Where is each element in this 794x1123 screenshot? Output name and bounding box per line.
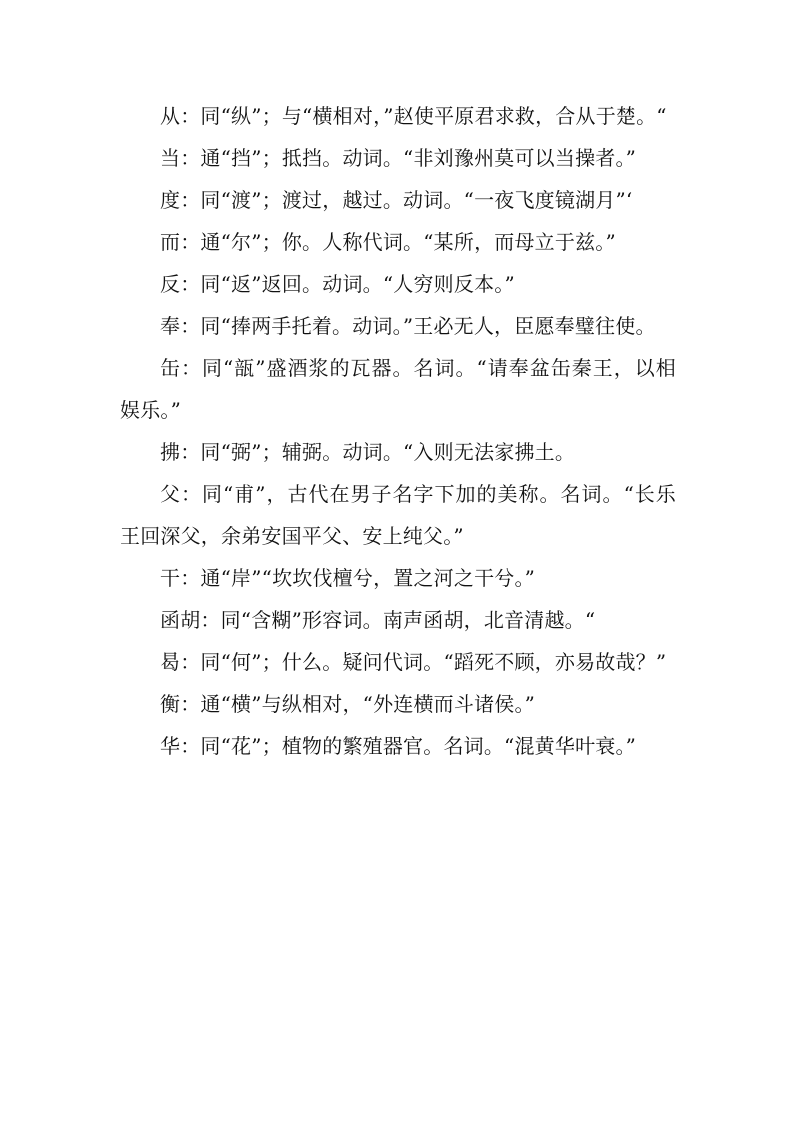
paragraph-dang: 当：通“挡”；抵挡。动词。“非刘豫州莫可以当操者。”	[160, 146, 637, 170]
paragraph-heng: 衡：通“横”与纵相对，“外连横而斗诸侯。”	[160, 692, 536, 716]
paragraph-fou: 缶：同“瓿”盛酒浆的瓦器。名词。“请奉盆缶秦王，以相娱乐。”	[120, 356, 676, 422]
paragraph-fan: 反：同“返”返回。动词。“人穷则反本。”	[160, 272, 515, 296]
paragraph-he: 曷：同“何”；什么。疑问代词。“蹈死不顾，亦易故哉？”	[160, 650, 667, 674]
paragraph-cong: 从：同“纵”；与“横相对，”赵使平原君求救，合从于楚。“	[160, 104, 667, 128]
paragraph-er: 而：通“尔”；你。人称代词。“某所，而母立于兹。”	[160, 230, 616, 254]
paragraph-gan: 干：通“岸”“坎坎伐檀兮，置之河之干兮。”	[160, 566, 536, 590]
paragraph-du: 度：同“渡”；渡过，越过。动词。“一夜飞度镜湖月”‘	[160, 188, 633, 212]
paragraph-hanhu: 函胡：同“含糊”形容词。南声函胡，北音清越。“	[160, 608, 596, 632]
paragraph-fu-fu: 父：同“甫”，古代在男子名字下加的美称。名词。“长乐王回深父，余弟安国平父、安上纯父。”	[120, 482, 676, 548]
paragraph-feng: 奉：同“捧两手托着。动词。”王必无人，臣愿奉璧往使。	[160, 314, 656, 338]
text-block	[120, 95, 676, 767]
paragraph-fu-bi: 拂：同“弼”；辅弼。动词。“入则无法家拂土。	[160, 440, 576, 464]
paragraph-hua: 华：同“花”；植物的繁殖器官。名词。“混黄华叶衰。”	[160, 734, 637, 758]
